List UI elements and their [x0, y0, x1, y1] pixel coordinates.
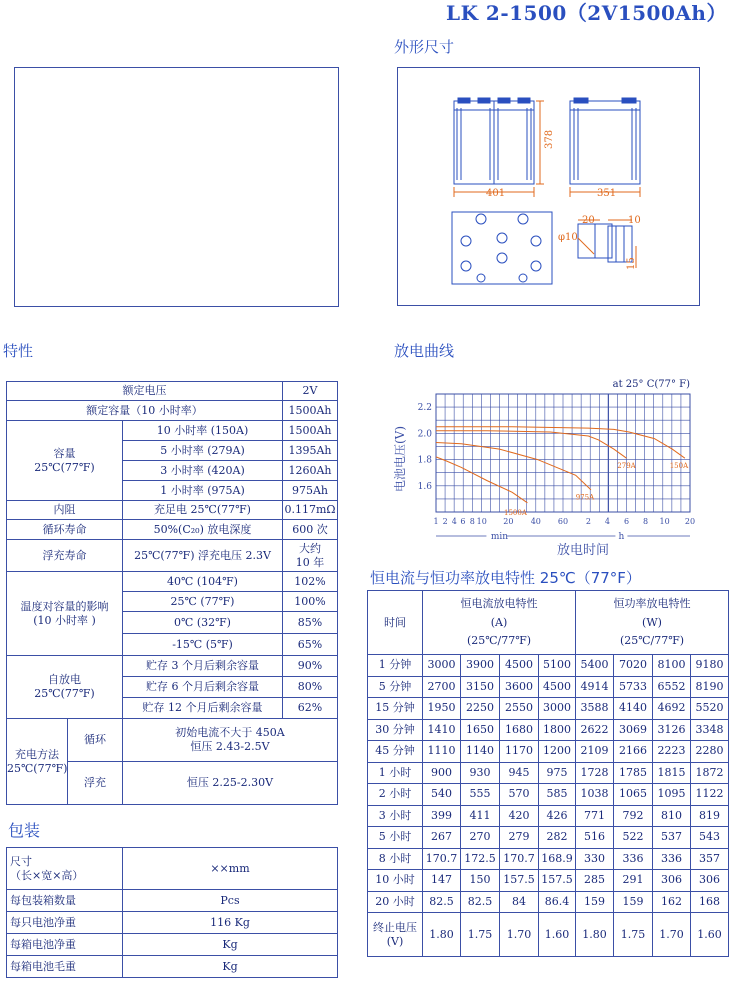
- cc-value: 267: [423, 827, 461, 849]
- dim-15-label: 15: [626, 257, 637, 270]
- x-tick-label: 10: [659, 517, 670, 526]
- cp-value: 5733: [614, 676, 653, 698]
- cc-value: 4500: [500, 655, 539, 677]
- discharge-row: [368, 805, 729, 827]
- cc-value: 4500: [539, 676, 576, 698]
- cc-value: 930: [461, 762, 500, 784]
- dim-width-label: 401: [486, 188, 506, 199]
- discharge-time: 5 小时: [368, 827, 423, 849]
- charge-method-label-cell: [7, 719, 68, 805]
- section-characteristics-title: 特性: [3, 342, 34, 360]
- charge-float-label: 浮充: [68, 762, 123, 805]
- x-tick-label: 1: [433, 517, 439, 526]
- float-life-cond: 25℃(77℉) 浮充电压 2.3V: [123, 540, 283, 572]
- packaging-table: [6, 847, 338, 978]
- cp-value: 1065: [614, 784, 653, 806]
- self-discharge-temp: 25℃(77℉): [34, 687, 95, 700]
- cycle-life-value: 600 次: [283, 520, 338, 540]
- cc-value: 3900: [461, 655, 500, 677]
- discharge-time: 2 小时: [368, 784, 423, 806]
- cp-value: 792: [614, 805, 653, 827]
- rated-voltage-value: 2V: [283, 382, 338, 401]
- cc-value: 170.7: [423, 848, 461, 870]
- cp-value: 4914: [576, 676, 614, 698]
- cp-value: 291: [614, 870, 653, 892]
- x-tick-label: 4: [451, 517, 457, 526]
- top-view: [452, 212, 552, 284]
- x-tick-label: 20: [503, 517, 514, 526]
- cc-value: 150: [461, 870, 500, 892]
- series-curve-150A: [436, 427, 685, 458]
- charge-cycle-line2: 恒压 2.43-2.5V: [190, 740, 270, 753]
- cp-value: 357: [691, 848, 729, 870]
- cc-value: 282: [539, 827, 576, 849]
- cp-value: 330: [576, 848, 614, 870]
- x-tick-label: 8: [643, 517, 649, 526]
- cc-value: 1680: [500, 719, 539, 741]
- cp-value: 8190: [691, 676, 729, 698]
- series-label-150A: 150A: [669, 462, 689, 471]
- cp-value: 1122: [691, 784, 729, 806]
- discharge-time: 8 小时: [368, 848, 423, 870]
- discharge-row: [368, 762, 729, 784]
- cp-value: 5400: [576, 655, 614, 677]
- cc-value: 2550: [500, 698, 539, 720]
- cc-value: 3000: [539, 698, 576, 720]
- cc-value: 555: [461, 784, 500, 806]
- cp-value: 4140: [614, 698, 653, 720]
- packaging-value: Kg: [123, 956, 338, 978]
- cc-value: 420: [500, 805, 539, 827]
- packaging-value: Kg: [123, 934, 338, 956]
- temp-effect-label-cell: [7, 572, 123, 656]
- float-life-value-line1: 大约: [299, 541, 321, 555]
- end-voltage-cc: 1.70: [500, 913, 539, 957]
- cc-header-title: 恒电流放电特性: [460, 596, 538, 610]
- discharge-row: [368, 848, 729, 870]
- cp-value: 1815: [653, 762, 691, 784]
- packaging-label: [7, 848, 123, 890]
- cp-value: 810: [653, 805, 691, 827]
- packaging-size-label: 尺寸: [10, 854, 32, 868]
- time-header: 时间: [368, 591, 423, 655]
- cc-value: 172.5: [461, 848, 500, 870]
- cc-value: 1110: [423, 741, 461, 763]
- discharge-row: [368, 784, 729, 806]
- cc-value: 3600: [500, 676, 539, 698]
- cp-value: 5520: [691, 698, 729, 720]
- dimension-drawing-frame: [397, 67, 700, 306]
- temp-cond: 40℃ (104℉): [123, 572, 283, 592]
- cp-header: [576, 591, 729, 655]
- discharge-time: 45 分钟: [368, 741, 423, 763]
- x-tick-label: 60: [557, 517, 569, 526]
- discharge-row: [368, 655, 729, 677]
- cc-value: 426: [539, 805, 576, 827]
- charge-cycle-label: 循环: [68, 719, 123, 762]
- cc-value: 157.5: [500, 870, 539, 892]
- cc-value: 1950: [423, 698, 461, 720]
- cp-value: 159: [576, 891, 614, 913]
- capacity-label: 容量: [53, 446, 76, 460]
- x-tick-label: 10: [476, 517, 487, 526]
- cc-header-unit: (A): [490, 615, 508, 629]
- terminal-layout: [461, 214, 541, 282]
- cc-value: 411: [461, 805, 500, 827]
- x-tick-label: 6: [623, 517, 630, 526]
- packaging-label: 每箱电池净重: [7, 934, 123, 956]
- characteristics-table: [6, 381, 338, 805]
- cp-value: 162: [653, 891, 691, 913]
- packaging-value: 116 Kg: [123, 912, 338, 934]
- y-tick-label: 2.2: [417, 403, 432, 414]
- cc-value: 82.5: [461, 891, 500, 913]
- discharge-table: [367, 590, 729, 957]
- side-view: [570, 101, 640, 184]
- cc-value: 270: [461, 827, 500, 849]
- dim-phi10-label: φ10: [558, 232, 578, 243]
- cp-value: 1728: [576, 762, 614, 784]
- end-voltage-cp: 1.70: [653, 913, 691, 957]
- end-voltage-cc: 1.75: [461, 913, 500, 957]
- cp-value: 516: [576, 827, 614, 849]
- cc-value: 1170: [500, 741, 539, 763]
- self-discharge-value: 90%: [283, 656, 338, 677]
- cp-value: 1095: [653, 784, 691, 806]
- cc-value: 1140: [461, 741, 500, 763]
- x-tick-label: 2: [585, 517, 591, 526]
- cc-value: 82.5: [423, 891, 461, 913]
- cp-header-title: 恒功率放电特性: [613, 596, 691, 610]
- cc-header: [423, 591, 576, 655]
- capacity-rate: 10 小时率 (150A): [123, 421, 283, 441]
- cc-value: 147: [423, 870, 461, 892]
- charge-cycle-line1: 初始电流不大于 450A: [175, 726, 285, 740]
- cp-header-temp: (25℃/77℉): [619, 634, 685, 648]
- capacity-label-cell: [7, 421, 123, 501]
- x-axis-label: 放电时间: [556, 543, 610, 558]
- cc-value: 3150: [461, 676, 500, 698]
- discharge-row: [368, 698, 729, 720]
- temp-value: 102%: [283, 572, 338, 592]
- cp-value: 1785: [614, 762, 653, 784]
- x-tick-label: 2: [442, 517, 448, 526]
- capacity-rate: 1 小时率 (975A): [123, 481, 283, 501]
- dim-10-label: 10: [628, 215, 641, 226]
- end-voltage-cc: 1.60: [539, 913, 576, 957]
- x-tick-label: 4: [604, 517, 610, 526]
- cc-value: 1410: [423, 719, 461, 741]
- cc-value: 900: [423, 762, 461, 784]
- temp-value: 100%: [283, 592, 338, 612]
- discharge-time: 20 小时: [368, 891, 423, 913]
- charge-cycle-value: [123, 719, 338, 762]
- packaging-value: Pcs: [123, 890, 338, 912]
- x-unit-min: min: [490, 532, 509, 542]
- capacity-value: 1395Ah: [283, 441, 338, 461]
- page-title: LK 2-1500（2V1500Ah）: [446, 1, 727, 25]
- end-voltage-cc: 1.80: [423, 913, 461, 957]
- dim-height-label: 378: [544, 129, 555, 149]
- cp-value: 336: [653, 848, 691, 870]
- x-tick-label: 40: [530, 517, 541, 526]
- temp-cond: 0℃ (32℉): [123, 612, 283, 634]
- cc-value: 540: [423, 784, 461, 806]
- end-voltage-cp: 1.75: [614, 913, 653, 957]
- cp-value: 8100: [653, 655, 691, 677]
- capacity-value: 1500Ah: [283, 421, 338, 441]
- discharge-time: 1 分钟: [368, 655, 423, 677]
- rated-voltage-label: 额定电压: [7, 382, 283, 401]
- rated-capacity-label: 额定容量（10 小时率）: [7, 401, 283, 421]
- cp-value: 543: [691, 827, 729, 849]
- cp-value: 771: [576, 805, 614, 827]
- cc-value: 168.9: [539, 848, 576, 870]
- self-discharge-cond: 贮存 3 个月后剩余容量: [123, 656, 283, 677]
- cp-value: 2166: [614, 741, 653, 763]
- cc-value: 399: [423, 805, 461, 827]
- temp-cond: 25℃ (77℉): [123, 592, 283, 612]
- cp-value: 3069: [614, 719, 653, 741]
- cc-header-temp: (25℃/77℉): [466, 634, 532, 648]
- cc-value: 170.7: [500, 848, 539, 870]
- cp-header-unit: (W): [642, 615, 662, 629]
- packaging-size-sublabel: （长×宽×高）: [10, 868, 84, 882]
- y-tick-label: 1.6: [417, 481, 432, 492]
- dim-depth-label: 351: [597, 188, 617, 199]
- section-discharge-curve-title: 放电曲线: [394, 342, 455, 360]
- cp-value: 819: [691, 805, 729, 827]
- cc-value: 84: [500, 891, 539, 913]
- packaging-value: ××mm: [123, 848, 338, 890]
- cc-value: 1800: [539, 719, 576, 741]
- y-tick-label: 2.0: [417, 429, 432, 440]
- discharge-row: [368, 676, 729, 698]
- capacity-value: 1260Ah: [283, 461, 338, 481]
- cp-value: 306: [653, 870, 691, 892]
- temp-value: 85%: [283, 612, 338, 634]
- charge-float-value: 恒压 2.25-2.30V: [123, 762, 338, 805]
- cp-value: 159: [614, 891, 653, 913]
- capacity-rate: 5 小时率 (279A): [123, 441, 283, 461]
- cc-value: 945: [500, 762, 539, 784]
- discharge-row: [368, 719, 729, 741]
- discharge-time: 15 分钟: [368, 698, 423, 720]
- discharge-time: 30 分钟: [368, 719, 423, 741]
- cp-value: 9180: [691, 655, 729, 677]
- cp-value: 168: [691, 891, 729, 913]
- cc-value: 570: [500, 784, 539, 806]
- dim-20-label: 20: [582, 215, 595, 226]
- capacity-value: 975Ah: [283, 481, 338, 501]
- cc-value: 157.5: [539, 870, 576, 892]
- cc-value: 279: [500, 827, 539, 849]
- temp-effect-label: 温度对容量的影响: [20, 599, 109, 613]
- dimension-drawing: [398, 68, 699, 305]
- resistance-label: 内阻: [7, 501, 123, 520]
- packaging-label: 每只电池净重: [7, 912, 123, 934]
- x-tick-label: 8: [469, 517, 475, 526]
- end-voltage-label-line1: 终止电压: [373, 920, 417, 934]
- cp-value: 1038: [576, 784, 614, 806]
- discharge-time: 10 小时: [368, 870, 423, 892]
- self-discharge-cond: 贮存 12 个月后剩余容量: [123, 698, 283, 719]
- float-life-value-line2: 10 年: [295, 555, 325, 569]
- cc-value: 975: [539, 762, 576, 784]
- self-discharge-cond: 贮存 6 个月后剩余容量: [123, 677, 283, 698]
- x-tick-label: 6: [460, 517, 466, 526]
- charge-method-label: 充电方法: [15, 747, 59, 761]
- cycle-life-label: 循环寿命: [7, 520, 123, 540]
- cp-value: 522: [614, 827, 653, 849]
- discharge-row: [368, 741, 729, 763]
- end-voltage-cp: 1.80: [576, 913, 614, 957]
- discharge-chart: [380, 374, 720, 570]
- chart-annotation: at 25° C(77° F): [612, 379, 690, 390]
- capacity-temp: 25℃(77℉): [34, 460, 95, 474]
- discharge-time: 3 小时: [368, 805, 423, 827]
- end-voltage-label: [368, 913, 423, 957]
- cp-value: 2280: [691, 741, 729, 763]
- cc-value: 3000: [423, 655, 461, 677]
- cp-value: 1872: [691, 762, 729, 784]
- charge-method-temp: 25℃(77℉): [7, 761, 68, 775]
- product-image-placeholder: [14, 67, 339, 307]
- temp-effect-sublabel: (10 小时率 ): [33, 613, 96, 627]
- discharge-time: 5 分钟: [368, 676, 423, 698]
- x-unit-h: h: [618, 532, 625, 542]
- cc-value: 1200: [539, 741, 576, 763]
- series-curve-1500A: [436, 457, 527, 503]
- series-label-279A: 279A: [617, 462, 636, 471]
- cc-value: 5100: [539, 655, 576, 677]
- capacity-rate: 3 小时率 (420A): [123, 461, 283, 481]
- discharge-row: [368, 891, 729, 913]
- temp-cond: -15℃ (5℉): [123, 634, 283, 656]
- y-tick-label: 1.8: [417, 455, 432, 466]
- discharge-row: [368, 827, 729, 849]
- cp-value: 306: [691, 870, 729, 892]
- discharge-chart-svg: [380, 374, 720, 570]
- cp-value: 336: [614, 848, 653, 870]
- float-life-label: 浮充寿命: [7, 540, 123, 572]
- packaging-label: 每箱电池毛重: [7, 956, 123, 978]
- x-tick-label: 20: [684, 517, 696, 526]
- cp-value: 4692: [653, 698, 691, 720]
- cp-value: 6552: [653, 676, 691, 698]
- resistance-cond: 充足电 25℃(77℉): [123, 501, 283, 520]
- cc-value: 2250: [461, 698, 500, 720]
- float-life-value: [283, 540, 338, 572]
- cc-value: 2700: [423, 676, 461, 698]
- discharge-time: 1 小时: [368, 762, 423, 784]
- series-label-975A: 975A: [575, 493, 595, 502]
- temp-value: 65%: [283, 634, 338, 656]
- cc-value: 1650: [461, 719, 500, 741]
- cp-value: 3588: [576, 698, 614, 720]
- cp-value: 2109: [576, 741, 614, 763]
- cp-value: 537: [653, 827, 691, 849]
- y-axis-label: 电池电压(V): [393, 425, 407, 493]
- section-discharge-table-title: 恒电流与恒功率放电特性 25℃（77°F）: [370, 569, 641, 587]
- section-packaging-title: 包装: [8, 821, 41, 840]
- resistance-value: 0.117mΩ: [283, 501, 338, 520]
- series-label-1500A: 1500A: [504, 508, 527, 517]
- self-discharge-value: 62%: [283, 698, 338, 719]
- packaging-label: 每包装箱数量: [7, 890, 123, 912]
- discharge-row: [368, 870, 729, 892]
- cycle-life-cond: 50%(C₂₀) 放电深度: [123, 520, 283, 540]
- cc-value: 86.4: [539, 891, 576, 913]
- cp-value: 285: [576, 870, 614, 892]
- end-voltage-cp: 1.60: [691, 913, 729, 957]
- section-dimensions-title: 外形尺寸: [394, 38, 455, 56]
- cc-value: 585: [539, 784, 576, 806]
- self-discharge-value: 80%: [283, 677, 338, 698]
- cp-value: 2622: [576, 719, 614, 741]
- cp-value: 7020: [614, 655, 653, 677]
- self-discharge-label: 自放电: [48, 673, 81, 687]
- cp-value: 3348: [691, 719, 729, 741]
- cp-value: 2223: [653, 741, 691, 763]
- rated-capacity-value: 1500Ah: [283, 401, 338, 421]
- self-discharge-label-cell: [7, 656, 123, 719]
- end-voltage-label-line2: (V): [386, 934, 404, 948]
- cp-value: 3126: [653, 719, 691, 741]
